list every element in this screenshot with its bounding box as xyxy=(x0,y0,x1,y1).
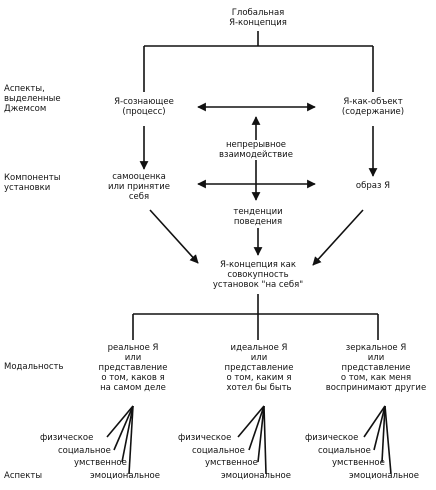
node-behavior-line-1: тенденции xyxy=(233,207,283,217)
label-aspects-james-line-1: Аспекты, xyxy=(4,84,45,94)
modality-ideal-self-line-5: хотел бы быть xyxy=(226,383,292,393)
modality-real-self-line-3: представление xyxy=(98,363,168,373)
aspect-ideal-physical: физическое xyxy=(178,433,232,443)
aspect-mirror-mental: умственное xyxy=(332,458,385,468)
node-self-subject xyxy=(94,97,194,117)
label-aspects: Аспекты xyxy=(4,471,43,481)
modality-mirror-self-line-1: зеркальное Я xyxy=(345,343,407,353)
modality-mirror-self-line-2: или xyxy=(367,353,385,363)
node-self-object-line-1: Я-как-объект xyxy=(343,97,403,107)
arrow-esteem-to-concept xyxy=(150,210,198,263)
title-line-1: Глобальная xyxy=(231,8,285,18)
label-aspects-james-line-3: Джемсом xyxy=(4,104,47,114)
aspect-ideal-social: социальное xyxy=(192,446,245,456)
arrow-image-to-concept xyxy=(313,210,363,265)
modality-real-self xyxy=(78,343,188,393)
modality-mirror-self xyxy=(318,343,434,393)
modality-real-self-line-5: на самом деле xyxy=(100,383,166,393)
aspect-real-social: социальное xyxy=(58,446,111,456)
node-self-concept xyxy=(193,260,323,290)
modality-ideal-self-line-4: о том, каким я xyxy=(226,373,292,383)
aspect-real-emotional: эмоциональное xyxy=(90,471,160,481)
node-self-esteem-line-2: или принятие xyxy=(107,182,171,192)
node-interaction-line-1: непрерывное xyxy=(225,140,287,150)
node-self-concept-line-2: совокупность xyxy=(227,270,289,280)
aspect-mirror-social: социальное xyxy=(318,446,371,456)
label-aspects-james xyxy=(4,84,61,114)
global-self-concept-title xyxy=(208,8,308,28)
modality-real-self-line-2: или xyxy=(124,353,142,363)
modality-real-self-line-4: о том, каков я xyxy=(101,373,165,383)
node-interaction xyxy=(201,140,311,160)
aspect-ideal-emotional: эмоциональное xyxy=(221,471,291,481)
modality-ideal-self-line-2: или xyxy=(250,353,268,363)
node-behavior-line-2: поведения xyxy=(233,217,283,227)
modality-mirror-self-line-3: представление xyxy=(341,363,411,373)
modality-mirror-self-line-4: о том, как меня xyxy=(340,373,412,383)
node-self-esteem-line-1: самооценка xyxy=(112,172,166,182)
node-self-image: образ Я xyxy=(355,181,391,191)
aspect-mirror-emotional: эмоциональное xyxy=(349,471,419,481)
node-self-concept-line-1: Я-концепция как xyxy=(219,260,297,270)
node-self-object xyxy=(323,97,423,117)
title-line-2: Я-концепция xyxy=(229,18,287,28)
node-self-esteem xyxy=(84,172,194,202)
modality-real-self-line-1: реальное Я xyxy=(107,343,159,353)
label-aspects-james-line-2: выделенные xyxy=(4,94,61,104)
node-self-object-line-2: (содержание) xyxy=(341,107,405,117)
label-components xyxy=(4,173,60,193)
modality-ideal-self-line-1: идеальное Я xyxy=(230,343,288,353)
node-self-subject-line-2: (процесс) xyxy=(122,107,166,117)
aspect-mirror-physical: физическое xyxy=(305,433,359,443)
node-self-concept-line-3: установок "на себя" xyxy=(212,280,304,290)
label-components-line-2: установки xyxy=(4,183,51,193)
node-behavior xyxy=(208,207,308,227)
aspect-real-physical: физическое xyxy=(40,433,94,443)
node-interaction-line-2: взаимодействие xyxy=(219,150,293,160)
label-modality: Модальность xyxy=(4,362,64,372)
label-components-line-1: Компоненты xyxy=(4,173,61,183)
aspect-real-mental: умственное xyxy=(74,458,127,468)
modality-ideal-self-line-3: представление xyxy=(224,363,294,373)
aspect-ideal-mental: умственное xyxy=(205,458,258,468)
node-self-esteem-line-3: себя xyxy=(128,192,150,202)
node-self-subject-line-1: Я-сознающее xyxy=(114,97,174,107)
modality-mirror-self-line-5: воспринимают другие xyxy=(325,383,427,393)
modality-ideal-self xyxy=(204,343,314,393)
